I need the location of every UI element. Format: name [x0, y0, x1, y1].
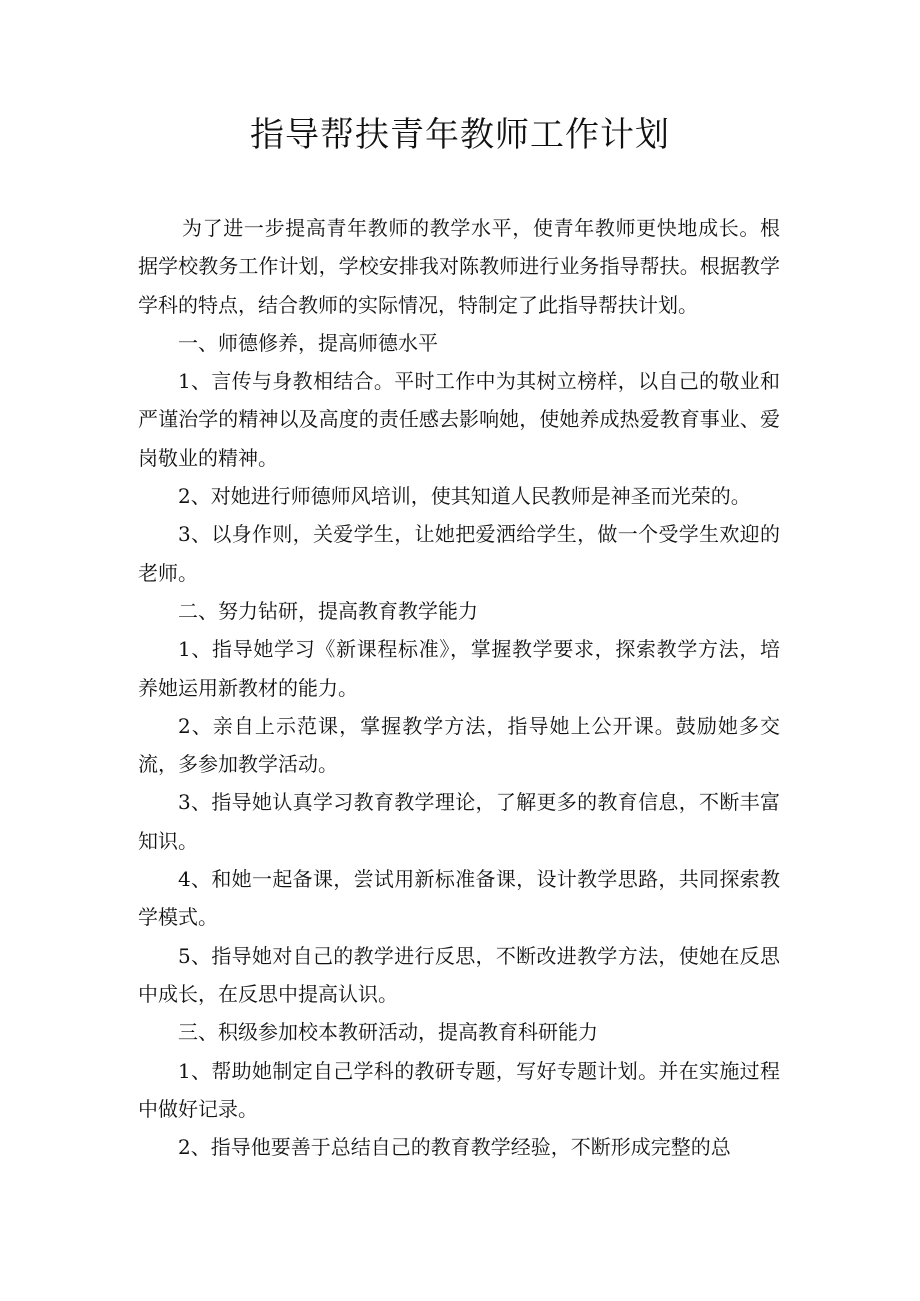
section-heading-1: 一、师德修养，提高师德水平: [178, 330, 438, 355]
section-heading-3: 三、积级参加校本教研活动，提高教育科研能力: [178, 1020, 598, 1045]
document-body: [138, 209, 780, 1166]
paragraph: 5、指导她对自己的教学进行反思，不断改进教学方法，使她在反思中成长，在反思中提高认识。: [138, 943, 780, 1006]
paragraph: 2、亲自上示范课，掌握教学方法，指导她上公开课。鼓励她多交流，多参加教学活动。: [138, 713, 780, 777]
paragraph: 3、以身作则，关爱学生，让她把爱洒给学生，做一个受学生欢迎的老师。: [138, 522, 780, 585]
paragraph: 4、和她一起备课，尝试用新标准备课，设计教学思路，共同探索教学模式。: [138, 867, 780, 930]
section-heading-2: 二、努力钻研，提高教育教学能力: [178, 598, 478, 623]
paragraph: 1、言传与身教相结合。平时工作中为其树立榜样，以自己的敬业和严谨治学的精神以及高度的责任感去影响她，使她养成热爱教育事业、爱岗敬业的精神。: [138, 369, 780, 470]
paragraph: 1、帮助她制定自己学科的教研专题，写好专题计划。并在实施过程中做好记录。: [138, 1058, 780, 1121]
paragraph: 3、指导她认真学习教育教学理论，了解更多的教育信息，不断丰富知识。: [138, 790, 780, 853]
page-title: 指导帮扶青年教师工作计划: [250, 115, 670, 155]
paragraph: 1、指导她学习《新课程标准》，掌握教学要求，探索教学方法，培养她运用新教材的能力。: [138, 637, 780, 700]
paragraph: 2、对她进行师德师风培训，使其知道人民教师是神圣而光荣的。: [178, 484, 751, 509]
intro-paragraph: 为了进一步提高青年教师的教学水平，使青年教师更快地成长。根据学校教务工作计划，学校安排我对陈教师进行业务指导帮扶。根据教学学科的特点，结合教师的实际情况，特制定了此指导帮扶计划。: [138, 216, 780, 317]
paragraph: 2、指导他要善于总结自己的教育教学经验，不断形成完整的总: [178, 1135, 731, 1160]
